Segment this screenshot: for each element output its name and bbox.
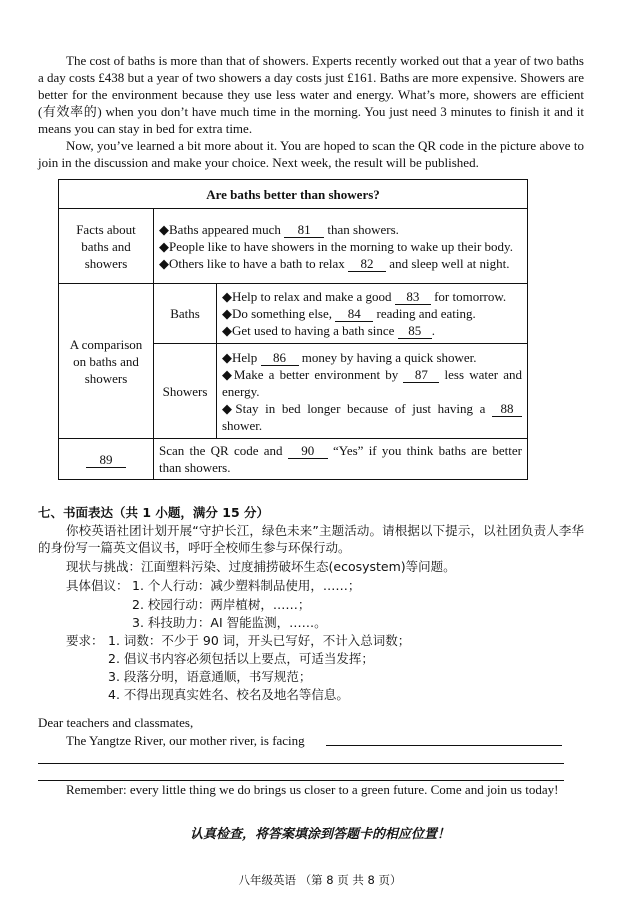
writing-line-1[interactable]: [326, 745, 562, 746]
passage-paragraph-2: Now, you’ve learned a bit more about it. You are hoped to scan the QR code in the picture above to join in the discussion and make your choice. Next week, the result will be published.: [38, 138, 584, 170]
blank-82[interactable]: 82: [348, 257, 386, 272]
facts-content: ◆Baths appeared much 81 than showers. ◆People like to have showers in the morning to wake up their body. ◆Others like to have a bath to relax 82 and sleep well at night.: [154, 209, 528, 284]
letter-greeting: Dear teachers and classmates,: [38, 715, 194, 730]
blank-87[interactable]: 87: [403, 368, 439, 383]
answer-table: [58, 179, 528, 480]
blank-85[interactable]: 85: [398, 324, 432, 339]
blank-86[interactable]: 86: [261, 351, 299, 366]
baths-label: Baths: [154, 284, 217, 344]
requirement-4: 4. 不得出现真实姓名、校名及地名等信息。: [108, 687, 349, 702]
writing-line-2[interactable]: [38, 763, 564, 764]
writing-intro: 你校英语社团计划开展“守护长江，绿色未来”主题活动。请根据以下提示，以社团负责人李华的身份写一篇英文倡议书，呼吁全校师生参与环保行动。: [38, 523, 584, 555]
suggest-label: 具体倡议：: [66, 578, 129, 593]
blank-84[interactable]: 84: [335, 307, 373, 322]
blank-81[interactable]: 81: [284, 223, 324, 238]
requirements-label: 要求：: [66, 633, 104, 648]
writing-status: 现状与挑战：江面塑料污染、过度捕捞破坏生态(ecosystem)等问题。: [66, 559, 456, 574]
passage-paragraph-1: The cost of baths is more than that of showers. Experts recently worked out that a year of two baths a day costs £438 but a year of two showers a day costs just £161. Baths are more expensive. Showers are better for the environment because they use less water and energy. What’s more, showers are efficient (有效率的) when you don’t have much time in the morning. You just need 3 minutes to finish it and it means you can stay in bed for extra time.: [38, 53, 584, 136]
page-number: 八年级英语 （第 8 页 共 8 页）: [238, 873, 402, 887]
letter-opening: The Yangtze River, our mother river, is facing: [66, 733, 305, 748]
writing-heading: 七、书面表达（共 1 小题，满分 15 分）: [38, 505, 270, 520]
baths-content: ◆Help to relax and make a good 83 for tomorrow. ◆Do something else, 84 reading and eating. ◆Get used to having a bath since 85 .: [217, 284, 528, 344]
suggest-item-2: 2. 校园行动：两岸植树，……；: [132, 597, 311, 612]
showers-content: ◆Help 86 money by having a quick shower. ◆Make a better environment by 87 less water and energy. ◆Stay in bed longer because of just having a 88 shower.: [217, 344, 528, 439]
reminder-note: 认真检查，将答案填涂到答题卡的相应位置！: [189, 827, 450, 842]
blank-89[interactable]: 89: [86, 453, 126, 468]
blank-90[interactable]: 90: [288, 444, 328, 459]
table-title: Are baths better than showers?: [59, 180, 528, 209]
comparison-label: A comparison on baths and showers: [59, 284, 154, 439]
suggest-item-1: 1. 个人行动：减少塑料制品使用，……；: [132, 578, 361, 593]
final-row-content: Scan the QR code and 90 “Yes” if you think baths are better than showers.: [154, 439, 528, 480]
letter-closing: Remember: every little thing we do brings us closer to a green future. Come and join us today!: [66, 782, 559, 797]
suggest-item-3: 3. 科技助力：AI 智能监测，……。: [132, 615, 327, 630]
blank-89-cell: [59, 439, 154, 480]
requirement-2: 2. 倡议书内容必须包括以上要点，可适当发挥；: [108, 651, 374, 666]
facts-label: Facts about baths and showers: [59, 209, 154, 284]
blank-83[interactable]: 83: [395, 290, 431, 305]
blank-88[interactable]: 88: [492, 402, 522, 417]
showers-label: Showers: [154, 344, 217, 439]
requirement-1: 1. 词数：不少于 90 词，开头已写好，不计入总词数；: [108, 633, 411, 648]
requirement-3: 3. 段落分明，语意通顺，书写规范；: [108, 669, 312, 684]
